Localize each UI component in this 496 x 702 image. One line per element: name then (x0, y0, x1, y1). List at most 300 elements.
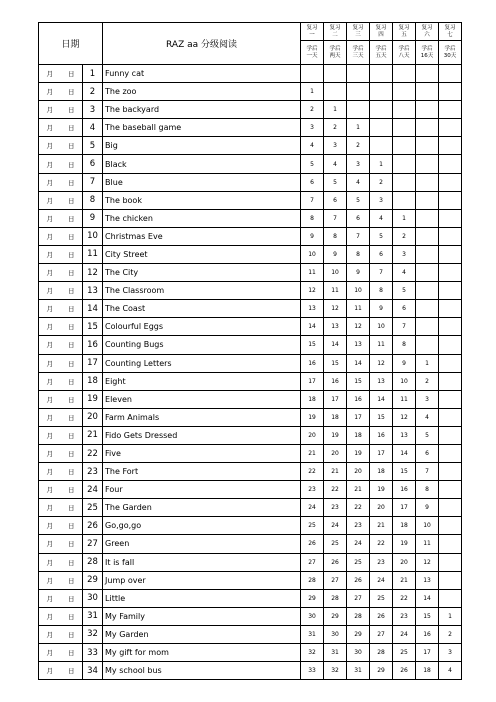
book-title[interactable]: Fido Gets Dressed (103, 426, 301, 444)
review-7-cell[interactable] (439, 463, 462, 481)
book-title[interactable]: Counting Letters (103, 354, 301, 372)
month-cell[interactable]: 月 (39, 625, 61, 643)
book-title[interactable]: Jump over (103, 571, 301, 589)
review-7-cell[interactable] (439, 535, 462, 553)
review-2-cell[interactable]: 17 (324, 390, 347, 408)
review-5-cell[interactable]: 7 (393, 318, 416, 336)
day-cell[interactable]: 日 (61, 137, 83, 155)
review-4-cell[interactable]: 22 (370, 535, 393, 553)
lesson-number[interactable]: 10 (83, 227, 103, 245)
review-5-cell[interactable] (393, 137, 416, 155)
lesson-number[interactable]: 28 (83, 553, 103, 571)
day-cell[interactable]: 日 (61, 101, 83, 119)
review-3-cell[interactable]: 30 (347, 644, 370, 662)
day-cell[interactable]: 日 (61, 318, 83, 336)
book-title[interactable]: Five (103, 444, 301, 462)
review-2-cell[interactable]: 8 (324, 227, 347, 245)
review-4-cell[interactable]: 14 (370, 390, 393, 408)
review-3-cell[interactable]: 7 (347, 227, 370, 245)
day-cell[interactable]: 日 (61, 571, 83, 589)
review-7-cell[interactable] (439, 209, 462, 227)
review-4-cell[interactable]: 2 (370, 173, 393, 191)
review-1-cell[interactable]: 26 (301, 535, 324, 553)
day-cell[interactable]: 日 (61, 607, 83, 625)
lesson-number[interactable]: 13 (83, 282, 103, 300)
lesson-number[interactable]: 4 (83, 119, 103, 137)
review-6-cell[interactable] (416, 318, 439, 336)
review-1-cell[interactable]: 30 (301, 607, 324, 625)
day-cell[interactable]: 日 (61, 282, 83, 300)
review-5-cell[interactable] (393, 101, 416, 119)
review-2-cell[interactable]: 15 (324, 354, 347, 372)
review-7-cell[interactable] (439, 264, 462, 282)
lesson-number[interactable]: 29 (83, 571, 103, 589)
review-3-cell[interactable]: 3 (347, 155, 370, 173)
day-cell[interactable]: 日 (61, 173, 83, 191)
review-4-cell[interactable]: 19 (370, 481, 393, 499)
day-cell[interactable]: 日 (61, 444, 83, 462)
review-1-cell[interactable]: 1 (301, 83, 324, 101)
month-cell[interactable]: 月 (39, 553, 61, 571)
lesson-number[interactable]: 5 (83, 137, 103, 155)
review-3-cell[interactable]: 10 (347, 282, 370, 300)
review-7-cell[interactable] (439, 191, 462, 209)
review-1-cell[interactable]: 15 (301, 336, 324, 354)
review-3-cell[interactable]: 2 (347, 137, 370, 155)
review-5-cell[interactable]: 20 (393, 553, 416, 571)
review-5-cell[interactable] (393, 191, 416, 209)
month-cell[interactable]: 月 (39, 571, 61, 589)
review-5-cell[interactable] (393, 65, 416, 83)
month-cell[interactable]: 月 (39, 173, 61, 191)
review-6-cell[interactable] (416, 155, 439, 173)
review-1-cell[interactable]: 27 (301, 553, 324, 571)
day-cell[interactable]: 日 (61, 372, 83, 390)
day-cell[interactable]: 日 (61, 589, 83, 607)
book-title[interactable]: Blue (103, 173, 301, 191)
review-7-cell[interactable] (439, 300, 462, 318)
review-1-cell[interactable]: 3 (301, 119, 324, 137)
month-cell[interactable]: 月 (39, 83, 61, 101)
month-cell[interactable]: 月 (39, 517, 61, 535)
lesson-number[interactable]: 26 (83, 517, 103, 535)
month-cell[interactable]: 月 (39, 372, 61, 390)
review-6-cell[interactable]: 11 (416, 535, 439, 553)
review-1-cell[interactable]: 5 (301, 155, 324, 173)
month-cell[interactable]: 月 (39, 300, 61, 318)
book-title[interactable]: The Fort (103, 463, 301, 481)
month-cell[interactable]: 月 (39, 607, 61, 625)
day-cell[interactable]: 日 (61, 119, 83, 137)
month-cell[interactable]: 月 (39, 264, 61, 282)
lesson-number[interactable]: 2 (83, 83, 103, 101)
review-7-cell[interactable] (439, 245, 462, 263)
review-6-cell[interactable]: 14 (416, 589, 439, 607)
review-2-cell[interactable]: 9 (324, 245, 347, 263)
day-cell[interactable]: 日 (61, 644, 83, 662)
review-6-cell[interactable] (416, 264, 439, 282)
book-title[interactable]: Black (103, 155, 301, 173)
review-3-cell[interactable]: 24 (347, 535, 370, 553)
review-5-cell[interactable] (393, 119, 416, 137)
book-title[interactable]: Go,go,go (103, 517, 301, 535)
review-2-cell[interactable]: 16 (324, 372, 347, 390)
review-7-cell[interactable] (439, 589, 462, 607)
book-title[interactable]: The book (103, 191, 301, 209)
month-cell[interactable]: 月 (39, 209, 61, 227)
book-title[interactable]: The Garden (103, 499, 301, 517)
review-4-cell[interactable] (370, 83, 393, 101)
review-4-cell[interactable]: 10 (370, 318, 393, 336)
review-5-cell[interactable]: 25 (393, 644, 416, 662)
review-6-cell[interactable] (416, 101, 439, 119)
review-3-cell[interactable]: 20 (347, 463, 370, 481)
review-4-cell[interactable]: 12 (370, 354, 393, 372)
day-cell[interactable]: 日 (61, 535, 83, 553)
review-6-cell[interactable] (416, 336, 439, 354)
review-2-cell[interactable]: 6 (324, 191, 347, 209)
review-7-cell[interactable] (439, 571, 462, 589)
review-3-cell[interactable]: 25 (347, 553, 370, 571)
lesson-number[interactable]: 7 (83, 173, 103, 191)
review-7-cell[interactable] (439, 354, 462, 372)
review-1-cell[interactable]: 7 (301, 191, 324, 209)
day-cell[interactable]: 日 (61, 191, 83, 209)
review-4-cell[interactable]: 23 (370, 553, 393, 571)
month-cell[interactable]: 月 (39, 589, 61, 607)
review-2-cell[interactable]: 31 (324, 644, 347, 662)
month-cell[interactable]: 月 (39, 155, 61, 173)
review-1-cell[interactable]: 21 (301, 444, 324, 462)
review-3-cell[interactable]: 23 (347, 517, 370, 535)
month-cell[interactable]: 月 (39, 662, 61, 680)
review-6-cell[interactable]: 13 (416, 571, 439, 589)
review-1-cell[interactable]: 31 (301, 625, 324, 643)
review-3-cell[interactable]: 31 (347, 662, 370, 680)
review-7-cell[interactable] (439, 499, 462, 517)
review-4-cell[interactable]: 25 (370, 589, 393, 607)
review-7-cell[interactable] (439, 336, 462, 354)
day-cell[interactable]: 日 (61, 517, 83, 535)
review-2-cell[interactable]: 11 (324, 282, 347, 300)
review-1-cell[interactable]: 16 (301, 354, 324, 372)
review-6-cell[interactable]: 15 (416, 607, 439, 625)
day-cell[interactable]: 日 (61, 245, 83, 263)
review-1-cell[interactable]: 12 (301, 282, 324, 300)
review-1-cell[interactable]: 22 (301, 463, 324, 481)
lesson-number[interactable]: 11 (83, 245, 103, 263)
month-cell[interactable]: 月 (39, 227, 61, 245)
book-title[interactable]: The Classroom (103, 282, 301, 300)
review-3-cell[interactable]: 21 (347, 481, 370, 499)
review-4-cell[interactable]: 8 (370, 282, 393, 300)
lesson-number[interactable]: 8 (83, 191, 103, 209)
review-4-cell[interactable]: 6 (370, 245, 393, 263)
review-5-cell[interactable]: 19 (393, 535, 416, 553)
lesson-number[interactable]: 12 (83, 264, 103, 282)
lesson-number[interactable]: 24 (83, 481, 103, 499)
lesson-number[interactable]: 30 (83, 589, 103, 607)
lesson-number[interactable]: 18 (83, 372, 103, 390)
book-title[interactable]: Big (103, 137, 301, 155)
review-2-cell[interactable]: 2 (324, 119, 347, 137)
review-5-cell[interactable]: 14 (393, 444, 416, 462)
month-cell[interactable]: 月 (39, 191, 61, 209)
day-cell[interactable]: 日 (61, 300, 83, 318)
month-cell[interactable]: 月 (39, 245, 61, 263)
review-7-cell[interactable] (439, 444, 462, 462)
review-2-cell[interactable]: 21 (324, 463, 347, 481)
book-title[interactable]: Colourful Eggs (103, 318, 301, 336)
review-5-cell[interactable] (393, 155, 416, 173)
day-cell[interactable]: 日 (61, 65, 83, 83)
book-title[interactable]: Farm Animals (103, 408, 301, 426)
review-6-cell[interactable]: 2 (416, 372, 439, 390)
review-3-cell[interactable]: 29 (347, 625, 370, 643)
review-7-cell[interactable] (439, 119, 462, 137)
book-title[interactable]: Eight (103, 372, 301, 390)
review-7-cell[interactable] (439, 65, 462, 83)
review-7-cell[interactable] (439, 282, 462, 300)
review-2-cell[interactable]: 28 (324, 589, 347, 607)
book-title[interactable]: Eleven (103, 390, 301, 408)
review-2-cell[interactable] (324, 83, 347, 101)
review-2-cell[interactable]: 20 (324, 444, 347, 462)
month-cell[interactable]: 月 (39, 282, 61, 300)
review-5-cell[interactable]: 1 (393, 209, 416, 227)
review-6-cell[interactable]: 18 (416, 662, 439, 680)
book-title[interactable]: It is fall (103, 553, 301, 571)
review-2-cell[interactable]: 18 (324, 408, 347, 426)
book-title[interactable]: My gift for mom (103, 644, 301, 662)
review-6-cell[interactable] (416, 300, 439, 318)
review-7-cell[interactable] (439, 83, 462, 101)
review-2-cell[interactable]: 30 (324, 625, 347, 643)
review-5-cell[interactable]: 26 (393, 662, 416, 680)
review-4-cell[interactable]: 26 (370, 607, 393, 625)
review-1-cell[interactable] (301, 65, 324, 83)
review-6-cell[interactable]: 1 (416, 354, 439, 372)
month-cell[interactable]: 月 (39, 535, 61, 553)
review-3-cell[interactable]: 15 (347, 372, 370, 390)
review-6-cell[interactable]: 9 (416, 499, 439, 517)
lesson-number[interactable]: 19 (83, 390, 103, 408)
book-title[interactable]: My Garden (103, 625, 301, 643)
review-1-cell[interactable]: 4 (301, 137, 324, 155)
book-title[interactable]: Christmas Eve (103, 227, 301, 245)
review-5-cell[interactable]: 16 (393, 481, 416, 499)
review-6-cell[interactable]: 12 (416, 553, 439, 571)
month-cell[interactable]: 月 (39, 644, 61, 662)
day-cell[interactable]: 日 (61, 336, 83, 354)
review-4-cell[interactable]: 29 (370, 662, 393, 680)
review-4-cell[interactable]: 24 (370, 571, 393, 589)
review-7-cell[interactable]: 4 (439, 662, 462, 680)
review-2-cell[interactable]: 1 (324, 101, 347, 119)
book-title[interactable]: The zoo (103, 83, 301, 101)
review-7-cell[interactable] (439, 155, 462, 173)
review-6-cell[interactable] (416, 83, 439, 101)
review-4-cell[interactable]: 20 (370, 499, 393, 517)
review-7-cell[interactable] (439, 137, 462, 155)
review-5-cell[interactable]: 22 (393, 589, 416, 607)
month-cell[interactable]: 月 (39, 408, 61, 426)
review-6-cell[interactable]: 10 (416, 517, 439, 535)
lesson-number[interactable]: 1 (83, 65, 103, 83)
review-7-cell[interactable] (439, 101, 462, 119)
month-cell[interactable]: 月 (39, 354, 61, 372)
review-1-cell[interactable]: 10 (301, 245, 324, 263)
day-cell[interactable]: 日 (61, 408, 83, 426)
review-2-cell[interactable]: 24 (324, 517, 347, 535)
review-7-cell[interactable] (439, 553, 462, 571)
review-3-cell[interactable]: 6 (347, 209, 370, 227)
month-cell[interactable]: 月 (39, 65, 61, 83)
lesson-number[interactable]: 6 (83, 155, 103, 173)
month-cell[interactable]: 月 (39, 137, 61, 155)
review-5-cell[interactable]: 24 (393, 625, 416, 643)
review-6-cell[interactable] (416, 209, 439, 227)
review-4-cell[interactable] (370, 101, 393, 119)
book-title[interactable]: The baseball game (103, 119, 301, 137)
review-2-cell[interactable]: 13 (324, 318, 347, 336)
review-5-cell[interactable]: 11 (393, 390, 416, 408)
review-5-cell[interactable] (393, 173, 416, 191)
review-1-cell[interactable]: 24 (301, 499, 324, 517)
review-6-cell[interactable]: 8 (416, 481, 439, 499)
review-6-cell[interactable]: 16 (416, 625, 439, 643)
review-4-cell[interactable] (370, 119, 393, 137)
day-cell[interactable]: 日 (61, 227, 83, 245)
month-cell[interactable]: 月 (39, 499, 61, 517)
day-cell[interactable]: 日 (61, 264, 83, 282)
review-3-cell[interactable]: 8 (347, 245, 370, 263)
review-2-cell[interactable]: 12 (324, 300, 347, 318)
review-6-cell[interactable] (416, 245, 439, 263)
book-title[interactable]: City Street (103, 245, 301, 263)
review-6-cell[interactable] (416, 227, 439, 245)
book-title[interactable]: My Family (103, 607, 301, 625)
review-1-cell[interactable]: 29 (301, 589, 324, 607)
review-6-cell[interactable] (416, 137, 439, 155)
review-5-cell[interactable]: 6 (393, 300, 416, 318)
day-cell[interactable]: 日 (61, 83, 83, 101)
day-cell[interactable]: 日 (61, 426, 83, 444)
review-2-cell[interactable]: 19 (324, 426, 347, 444)
review-7-cell[interactable] (439, 227, 462, 245)
review-2-cell[interactable]: 10 (324, 264, 347, 282)
review-3-cell[interactable]: 18 (347, 426, 370, 444)
review-3-cell[interactable]: 17 (347, 408, 370, 426)
lesson-number[interactable]: 3 (83, 101, 103, 119)
review-1-cell[interactable]: 8 (301, 209, 324, 227)
review-2-cell[interactable]: 3 (324, 137, 347, 155)
lesson-number[interactable]: 9 (83, 209, 103, 227)
review-4-cell[interactable] (370, 65, 393, 83)
review-3-cell[interactable]: 13 (347, 336, 370, 354)
review-4-cell[interactable]: 27 (370, 625, 393, 643)
review-3-cell[interactable]: 9 (347, 264, 370, 282)
review-3-cell[interactable]: 4 (347, 173, 370, 191)
book-title[interactable]: My school bus (103, 662, 301, 680)
review-2-cell[interactable] (324, 65, 347, 83)
review-5-cell[interactable]: 21 (393, 571, 416, 589)
review-3-cell[interactable] (347, 101, 370, 119)
review-3-cell[interactable]: 12 (347, 318, 370, 336)
review-1-cell[interactable]: 18 (301, 390, 324, 408)
review-4-cell[interactable] (370, 137, 393, 155)
review-6-cell[interactable] (416, 191, 439, 209)
month-cell[interactable]: 月 (39, 119, 61, 137)
review-5-cell[interactable]: 12 (393, 408, 416, 426)
review-2-cell[interactable]: 27 (324, 571, 347, 589)
review-1-cell[interactable]: 28 (301, 571, 324, 589)
review-3-cell[interactable]: 1 (347, 119, 370, 137)
day-cell[interactable]: 日 (61, 209, 83, 227)
month-cell[interactable]: 月 (39, 444, 61, 462)
lesson-number[interactable]: 15 (83, 318, 103, 336)
review-4-cell[interactable]: 17 (370, 444, 393, 462)
review-5-cell[interactable]: 5 (393, 282, 416, 300)
review-4-cell[interactable]: 5 (370, 227, 393, 245)
month-cell[interactable]: 月 (39, 463, 61, 481)
review-2-cell[interactable]: 23 (324, 499, 347, 517)
review-3-cell[interactable]: 14 (347, 354, 370, 372)
review-4-cell[interactable]: 28 (370, 644, 393, 662)
review-4-cell[interactable]: 18 (370, 463, 393, 481)
lesson-number[interactable]: 27 (83, 535, 103, 553)
review-4-cell[interactable]: 11 (370, 336, 393, 354)
review-1-cell[interactable]: 14 (301, 318, 324, 336)
review-3-cell[interactable] (347, 65, 370, 83)
review-1-cell[interactable]: 9 (301, 227, 324, 245)
review-2-cell[interactable]: 4 (324, 155, 347, 173)
book-title[interactable]: Counting Bugs (103, 336, 301, 354)
review-5-cell[interactable]: 15 (393, 463, 416, 481)
review-7-cell[interactable] (439, 408, 462, 426)
book-title[interactable]: Little (103, 589, 301, 607)
review-1-cell[interactable]: 17 (301, 372, 324, 390)
day-cell[interactable]: 日 (61, 625, 83, 643)
review-1-cell[interactable]: 2 (301, 101, 324, 119)
review-1-cell[interactable]: 23 (301, 481, 324, 499)
lesson-number[interactable]: 20 (83, 408, 103, 426)
review-7-cell[interactable] (439, 372, 462, 390)
review-7-cell[interactable]: 1 (439, 607, 462, 625)
review-7-cell[interactable]: 3 (439, 644, 462, 662)
review-2-cell[interactable]: 5 (324, 173, 347, 191)
lesson-number[interactable]: 34 (83, 662, 103, 680)
lesson-number[interactable]: 25 (83, 499, 103, 517)
review-7-cell[interactable] (439, 426, 462, 444)
lesson-number[interactable]: 21 (83, 426, 103, 444)
review-6-cell[interactable]: 4 (416, 408, 439, 426)
review-6-cell[interactable]: 17 (416, 644, 439, 662)
review-5-cell[interactable]: 23 (393, 607, 416, 625)
review-7-cell[interactable] (439, 173, 462, 191)
review-6-cell[interactable] (416, 282, 439, 300)
review-1-cell[interactable]: 11 (301, 264, 324, 282)
review-5-cell[interactable]: 18 (393, 517, 416, 535)
lesson-number[interactable]: 17 (83, 354, 103, 372)
review-3-cell[interactable]: 28 (347, 607, 370, 625)
month-cell[interactable]: 月 (39, 318, 61, 336)
review-7-cell[interactable] (439, 517, 462, 535)
review-3-cell[interactable]: 27 (347, 589, 370, 607)
review-3-cell[interactable]: 11 (347, 300, 370, 318)
book-title[interactable]: The backyard (103, 101, 301, 119)
review-6-cell[interactable] (416, 119, 439, 137)
